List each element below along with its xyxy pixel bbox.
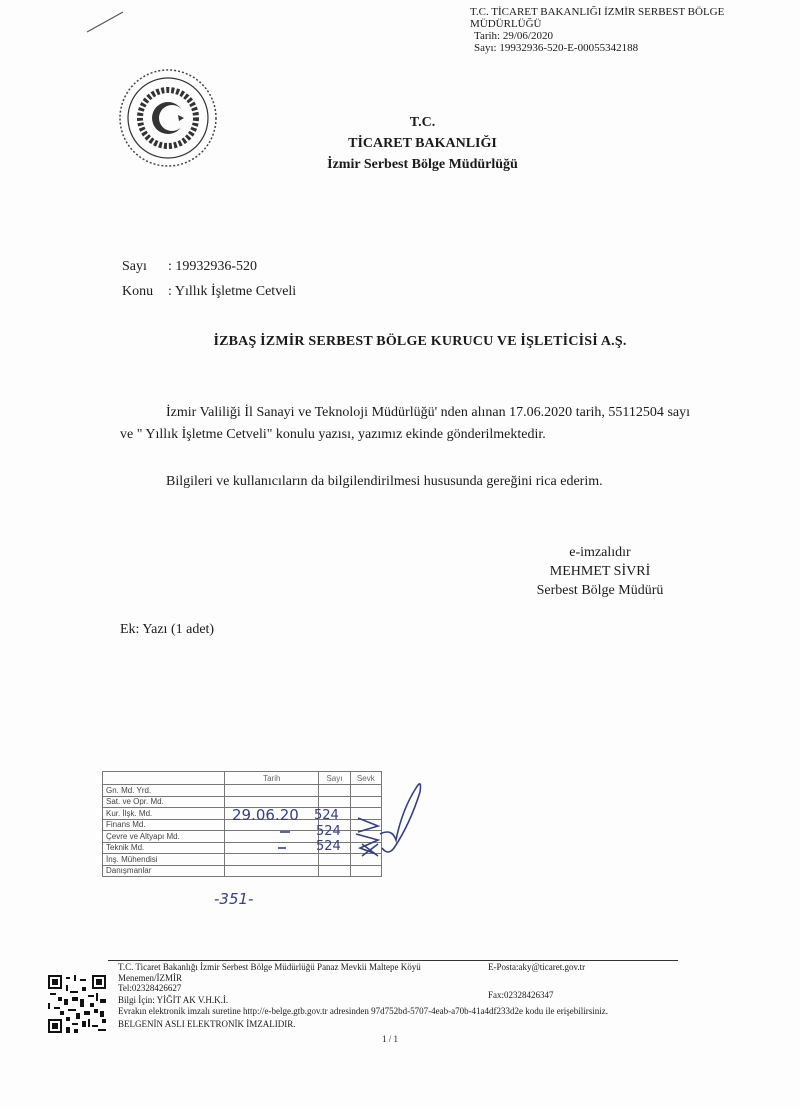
sayi-value: : 19932936-520	[168, 259, 258, 274]
registry-stamp	[470, 6, 724, 54]
footer-email: E-Posta:aky@ticaret.gov.tr	[488, 962, 586, 972]
routing-header-blank	[103, 772, 225, 785]
handwritten-date: 29.06.20	[232, 806, 299, 824]
addressee-text: İZBAŞ İZMİR SERBEST BÖLGE KURUCU VE İŞLETİCİSİ A.Ş.	[213, 334, 627, 349]
routing-header-date: Tarih	[225, 772, 319, 785]
footer-original: BELGENİN ASLI ELEKTRONİK İMZALIDIR.	[118, 1019, 296, 1029]
handwritten-number-2: 524	[316, 824, 341, 839]
stamp-line2: MÜDÜRLÜĞÜ	[470, 18, 542, 30]
signature-name: MEHMET SİVRİ	[549, 564, 651, 579]
attachment-note: Ek: Yazı (1 adet)	[120, 622, 215, 637]
routing-row-label: Teknik Md.	[103, 842, 225, 854]
pen-mark	[85, 10, 125, 34]
footer-address-1: T.C. Ticaret Bakanlığı İzmir Serbest Bölge Müdürlüğü Panaz Mevkii Maltepe Köyü	[118, 962, 421, 972]
footer-tel: Tel:02328426627	[118, 983, 182, 993]
footer-fax: Fax:02328426347	[488, 990, 554, 1000]
handwritten-marks	[270, 770, 440, 865]
routing-row-label: Sat. ve Opr. Md.	[103, 796, 225, 808]
addressee	[0, 334, 800, 350]
konu-value: : Yıllık İşletme Cetveli	[168, 284, 297, 299]
signature-block	[500, 543, 700, 600]
ministry-header	[0, 112, 800, 175]
routing-header-number: Sayı	[319, 772, 350, 785]
header-ministry: TİCARET BAKANLIĞI	[348, 136, 497, 151]
handwritten-number-1: 524	[314, 808, 339, 823]
signature-title: Serbest Bölge Müdürü	[536, 583, 664, 598]
handwritten-number-3: 524	[316, 839, 341, 854]
qr-code-icon	[48, 975, 106, 1033]
footer-divider	[108, 960, 678, 961]
routing-row-label: Kur. İlşk. Md.	[103, 808, 225, 820]
routing-row-label: Çevre ve Altyapı Md.	[103, 831, 225, 843]
body-paragraph-1: İzmir Valiliği İl Sanayi ve Teknoloji Müdürlüğü' nden alınan 17.06.2020 tarih, 55112504 sayı ve " Yıllık İşletme Cetveli" konulu yazısı, yazımız ekinde gönderilmektedir.	[120, 405, 690, 442]
table-row	[103, 865, 382, 877]
page-number: 1 / 1	[382, 1034, 399, 1044]
konu-label: Konu	[122, 284, 154, 299]
routing-header-dispatch: Sevk	[350, 772, 381, 785]
footer-verify: Evrakın elektronik imzalı suretine http://e-belge.gtb.gov.tr adresinden 97d752bd-5707-4eab-a70b-41a4df233d2e kodu ile erişebilirsiniz.	[118, 1006, 609, 1016]
header-directorate: İzmir Serbest Bölge Müdürlüğü	[327, 157, 518, 172]
routing-row-label: Danışmanlar	[103, 865, 225, 877]
sayi-row	[122, 259, 257, 275]
header-tc: T.C.	[409, 115, 436, 130]
stamp-number: Sayı: 19932936-520-E-00055342188	[474, 42, 639, 54]
footer-address-2: Menemen/İZMİR	[118, 973, 182, 983]
routing-row-label: Finans Md.	[103, 819, 225, 831]
body-paragraph-2: Bilgileri ve kullanıcıların da bilgilendirilmesi hususunda gereğini rica ederim.	[166, 474, 603, 489]
footer-contact: Bilgi İçin: YİĞİT AK V.H.K.İ.	[118, 995, 229, 1005]
handwritten-file-number: -351-	[214, 890, 254, 908]
sayi-label: Sayı	[122, 259, 147, 274]
routing-row-label: Gn. Md. Yrd.	[103, 785, 225, 797]
stamp-line1: T.C. TİCARET BAKANLIĞI İZMİR SERBEST BÖLGE	[470, 6, 725, 18]
signature-status: e-imzalıdır	[569, 545, 631, 560]
konu-row	[122, 284, 296, 300]
stamp-date: Tarih: 29/06/2020	[474, 30, 553, 42]
routing-row-label: İnş. Mühendisi	[103, 854, 225, 866]
